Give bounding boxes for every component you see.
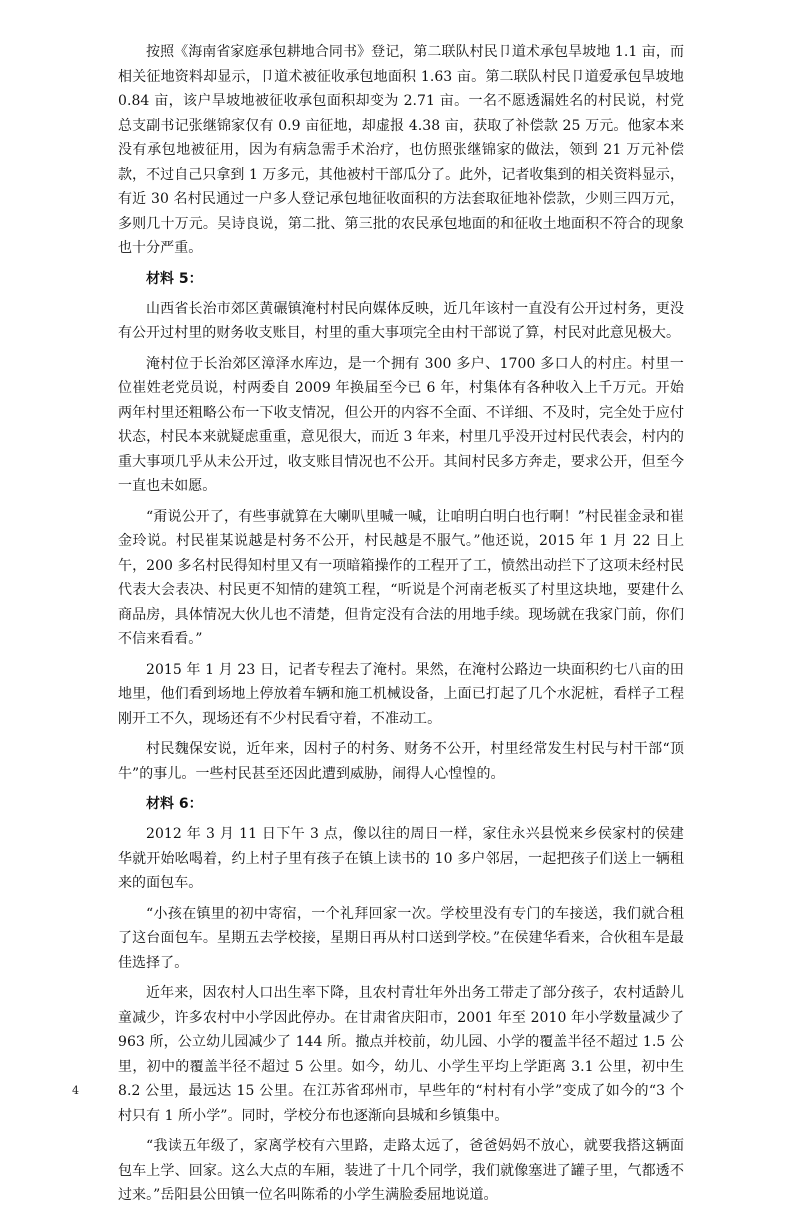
paragraph: 按照《海南省家庭承包耕地合同书》登记，第二联队村民卩道术承包旱坡地 1.1 亩，而相关征地资料却显示，卩道术被征收承包地面积 1.63 亩。第二联队村民卩道爱承包旱坡地 0.84 亩，该户旱坡地被征收承包面积却变为 2.71 亩。一名不愿透漏姓名的村民说，村党总支副书记张继锦家仅有 0.9 亩征地，却虚报 4.38 亩，获取了补偿款 25 万元。他家本来没有承包地被征用，因为有病急需手术治疗，也仿照张继锦家的做法，领到 21 万元补偿款，不过自己只拿到 1 万多元，其他被村干部瓜分了。此外，记者收集到的相关资料显示，有近 30 名村民通过一户多人登记承包地征收面积的方法套取征地补偿款，少则三四万元，多则几十万元。吴诗良说，第二批、第三批的农民承包地面的和征收土地面积不符合的现象也十分严重。 xyxy=(118,44,684,256)
paragraph: 山西省长治市郊区黄碾镇淹村村民向媒体反映，近几年该村一直没有公开过村务，更没有公开过村里的财务收支账目，村里的重大事项完全由村干部说了算，村民对此意见极大。 xyxy=(118,300,684,341)
paragraph: “我读五年级了，家离学校有六里路，走路太远了，爸爸妈妈不放心，就要我搭这辆面包车上学、回家。这么大点的车厢，装进了十几个同学，我们就像塞进了罐子里，气都透不过来。”岳阳县公田镇一位名叫陈希的小学生满脸委屈地说道。 xyxy=(118,1138,684,1203)
paragraph: 村民魏保安说，近年来，因村子的村务、财务不公开，村里经常发生村民与村干部“顶牛”的事儿。一些村民甚至还因此遭到威胁，闹得人心惶惶的。 xyxy=(118,741,684,782)
document-body xyxy=(118,40,684,1214)
paragraph: 近年来，因农村人口出生率下降，且农村青壮年外出务工带走了部分孩子，农村适龄儿童减少，许多农村中小学因此停办。在甘肃省庆阳市，2001 年至 2010 年小学数量减少了 963 所，公立幼儿园减少了 144 所。撤点并校前，幼儿园、小学的覆盖半径不超过 1.5 公里，初中的覆盖半径不超过 5 公里。如今，幼儿、小学生平均上学距离 3.1 公里，初中生 8.2 公里，最远达 15 公里。在江苏省邳州市，早些年的“村村有小学”变成了如今的“3 个村只有 1 所小学”。同时，学校分布也逐渐向县城和乡镇集中。 xyxy=(118,985,684,1124)
section-heading: 材料 5： xyxy=(146,270,203,287)
paragraph: 淹村位于长治郊区漳泽水库边，是一个拥有 300 多户、1700 多口人的村庄。村里一位崔姓老党员说，村两委自 2009 年换届至今已 6 年，村集体有各种收入上千万元。开始两年村里还粗略公布一下收支情况，但公开的内容不全面、不详细、不及时，完全处于应付状态，村民本来就疑虑重重，意见很大，而近 3 年来，村里几乎没开过村民代表会，村内的重大事项几乎从未公开过，收支账目情况也不公开。其间村民多方奔走，要求公开，但至今一直也未如愿。 xyxy=(118,355,684,494)
paragraph: “小孩在镇里的初中寄宿，一个礼拜回家一次。学校里没有专门的车接送，我们就合租了这台面包车。星期五去学校接，星期日再从村口送到学校。”在侯建华看来，合伙租车是最佳选择了。 xyxy=(118,905,684,971)
page-number: 4 xyxy=(72,1084,79,1097)
paragraph: 2015 年 1 月 23 日，记者专程去了淹村。果然，在淹村公路边一块面积约七八亩的田地里，他们看到场地上停放着车辆和施工机械设备，上面已打起了几个水泥桩，看样子工程刚开工不久，现场还有不少村民看守着，不准动工。 xyxy=(118,661,684,727)
paragraph: 2012 年 3 月 11 日下午 3 点，像以往的周日一样，家住永兴县悦来乡侯家村的侯建华就开始吆喝着，约上村子里有孩子在镇上读书的 10 多户邻居，一起把孩子们送上一辆租来的面包车。 xyxy=(118,826,684,891)
section-heading: 材料 6： xyxy=(146,796,203,812)
paragraph: “甭说公开了，有些事就算在大喇叭里喊一喊，让咱明白明白也行啊！”村民崔金录和崔金玲说。村民崔某说越是村务不公开，村民越是不服气。”他还说，2015 年 1 月 22 日上午，200 多名村民得知村里又有一项暗箱操作的工程开了工，愤然出动拦下了这项未经村民代表大会表决、村民更不知情的建筑工程，“听说是个河南老板买了村里这块地，要建什么商品房，具体情况大伙儿也不清楚，但肯定没有合法的用地手续。现场就在我家门前，你们不信来看看。” xyxy=(118,508,684,647)
